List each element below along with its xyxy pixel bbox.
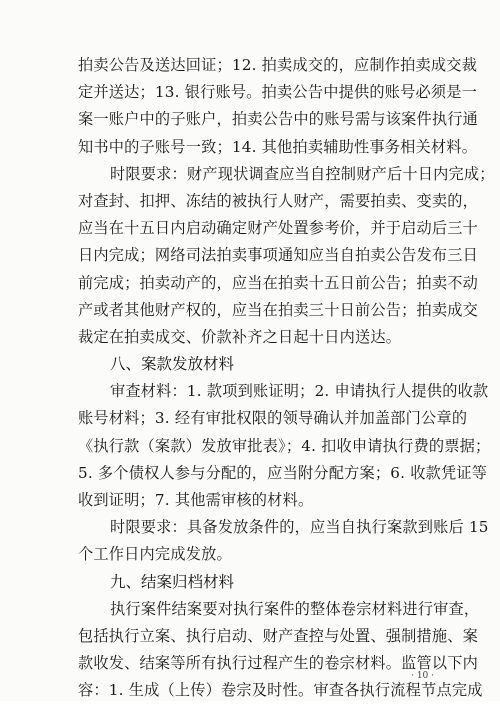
text-line: 审查材料：1. 款项到账证明；2. 申请执行人提供的收款 xyxy=(110,382,489,401)
text-line: 时限要求：财产现状调查应当自控制财产后十日内完成； xyxy=(110,164,495,183)
section-heading: 八、案款发放材料 xyxy=(110,355,235,374)
text-line: 日内完成；网络司法拍卖事项通知应当自拍卖公告发布三日 xyxy=(78,246,479,265)
document-body xyxy=(78,52,495,705)
text-line: 案一账户中的子账户，拍卖公告中的账号需与该案件执行通 xyxy=(78,110,479,129)
text-line: 拍卖公告及送达回证；12. 拍卖成交的，应制作拍卖成交裁 xyxy=(78,56,478,74)
text-line: 《执行款（案款）发放审批表》；4. 扣收申请执行费的票据； xyxy=(78,436,491,455)
text-line: 产或者其他财产权的，应当在拍卖三十日前公告；拍卖成交 xyxy=(78,300,479,319)
text-line: 应当在十五日内启动确定财产处置参考价，并于启动后三十 xyxy=(78,219,479,238)
text-line: 知书中的子账号一致；14. 其他拍卖辅助性事务相关材料。 xyxy=(78,137,478,156)
text-line: 账号材料；3. 经有审批权限的领导确认并加盖部门公章的 xyxy=(78,409,468,428)
page-number: · 10 · xyxy=(411,671,434,681)
text-line: 执行案件结案要对执行案件的整体卷宗材料进行审查， xyxy=(110,599,480,618)
text-line: 收到证明；7. 其他需审核的材料。 xyxy=(78,491,314,509)
text-line: 对查封、扣押、冻结的被执行人财产，需要拍卖、变卖的， xyxy=(78,191,479,210)
text-line: 5. 多个债权人参与分配的，应当附分配方案；6. 收款凭证等 xyxy=(78,463,488,482)
text-line: 时限要求：具备发放条件的，应当自执行案款到账后 15 xyxy=(110,518,489,537)
text-line: 裁定在拍卖成交、价款补齐之日起十日内送达。 xyxy=(78,327,402,346)
text-line: 定并送达；13. 银行账号。拍卖公告中提供的账号必须是一 xyxy=(78,83,478,102)
text-line: 容：1. 生成（上传）卷宗及时性。审查各执行流程节点完成 xyxy=(78,681,483,700)
text-line: 个工作日内完成发放。 xyxy=(78,545,232,564)
text-line: 前完成；拍卖动产的，应当在拍卖十五日前公告；拍卖不动 xyxy=(78,273,479,292)
text-line: 包括执行立案、执行启动、财产查控与处置、强制措施、案 xyxy=(78,626,479,645)
section-heading: 九、结案归档材料 xyxy=(110,572,235,591)
text-line: 款收发、结案等所有执行过程产生的卷宗材料。监管以下内 xyxy=(78,654,479,673)
